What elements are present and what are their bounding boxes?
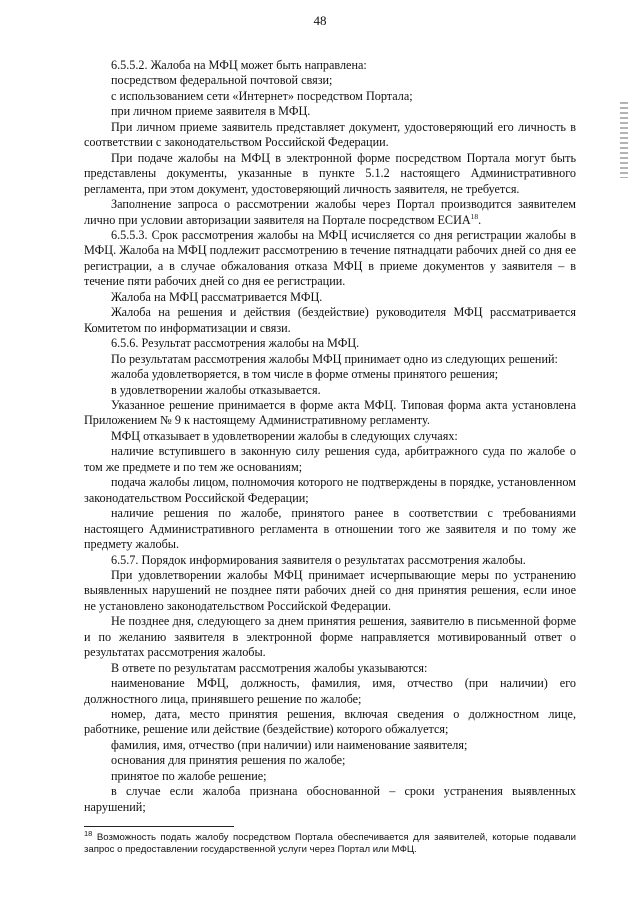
paragraph: По результатам рассмотрения жалобы МФЦ принимает одно из следующих решений: [111,351,558,366]
paragraph: в случае если жалоба признана обоснованной – сроки устранения выявленных нарушений; [84,784,576,814]
paragraph: посредством федеральной почтовой связи; [111,73,333,88]
footnote-text: Возможность подать жалобу посредством Портала обеспечивается для заявителей, которые подавали запрос о предоставлении государственной услуги через Портал или МФЦ. [84,832,576,856]
document-body [84,58,576,815]
paragraph: Не позднее дня, следующего за днем принятия решения, заявителю в письменной форме и по желанию заявителя в электронной форме направляется мотивированный ответ о результатах рассмотрения жалобы. [84,614,576,660]
paragraph: основания для принятия решения по жалобе; [111,753,346,768]
paragraph: Жалоба на МФЦ рассматривается МФЦ. [111,289,323,304]
paragraph: наличие вступившего в законную силу решения суда, арбитражного суда по жалобе о том же предмете и по тем же основаниям; [84,444,576,474]
paragraph: принятое по жалобе решение; [111,768,267,783]
paragraph: подача жалобы лицом, полномочия которого не подтверждены в порядке, установленном законодательством Российской Федерации; [84,475,576,505]
paragraph: МФЦ отказывает в удовлетворении жалобы в следующих случаях: [111,428,458,443]
paragraph: Указанное решение принимается в форме акта МФЦ. Типовая форма акта установлена Приложением № 9 к настоящему Административному регламенту. [84,397,576,428]
paragraph: 6.5.5.2. Жалоба на МФЦ может быть направлена: [111,58,367,72]
paragraph: в удовлетворении жалобы отказывается. [111,382,321,397]
paragraph: с использованием сети «Интернет» посредством Портала; [111,88,413,103]
paragraph: при личном приеме заявителя в МФЦ. [111,104,311,119]
margin-stamp-mark [620,102,628,178]
paragraph: Заполнение запроса о рассмотрении жалобы через Портал производится заявителем лично при условии авторизации заявителя на Портале посредством ЕСИА$^{18}$. [84,197,576,227]
paragraph: жалоба удовлетворяется, в том числе в форме отмены принятого решения; [111,367,499,382]
footnote [84,828,576,856]
paragraph: Жалоба на решения и действия (бездействие) руководителя МФЦ рассматривается Комитетом по информатизации и связи. [84,305,576,335]
paragraph: 6.5.5.3. Срок рассмотрения жалобы на МФЦ исчисляется со дня регистрации жалобы в МФЦ. Жалоба на МФЦ подлежит рассмотрению в течение пятнадцати рабочих дней со дня ее регистрации, а в случае обжалования отказа МФЦ в приеме документов у заявителя – в течение пяти рабочих дней со дня ее регистрации. [84,227,576,289]
paragraph: При личном приеме заявитель представляет документ, удостоверяющий его личность в соответствии с законодательством Российской Федерации. [84,119,576,150]
paragraph: наличие решения по жалобе, принятого ранее в соответствии с требованиями настоящего Административного регламента в отношении того же заявителя и по тому же предмету жалобы. [84,506,576,552]
paragraph: номер, дата, место принятия решения, включая сведения о должностном лице, работнике, решение или действие (бездействие) которого обжалуется; [84,707,576,737]
paragraph: При удовлетворении жалобы МФЦ принимает исчерпывающие меры по устранению выявленных нарушений не позднее пяти рабочих дней со дня принятия решения, если иное не установлено законодательством Российской Федерации. [84,567,576,613]
paragraph: В ответе по результатам рассмотрения жалобы указываются: [111,660,428,675]
paragraph: 6.5.6. Результат рассмотрения жалобы на МФЦ. [111,336,360,351]
page-number: 48 [313,13,327,28]
paragraph: 6.5.7. Порядок информирования заявителя о результатах рассмотрения жалобы. [111,552,526,567]
paragraph: При подаче жалобы на МФЦ в электронной форме посредством Портала могут быть представлены документы, указанные в пункте 5.1.2 настоящего Административного регламента, при этом документ, удостоверяющий личность заявителя, не требуется. [84,150,576,196]
footnote-marker: 18 [84,828,93,838]
paragraph: наименование МФЦ, должность, фамилия, имя, отчество (при наличии) его должностного лица, принявшего решение по жалобе; [84,676,576,706]
paragraph: фамилия, имя, отчество (при наличии) или наименование заявителя; [111,737,468,752]
footnote-ref: 18 [470,211,479,221]
footnote-separator [84,826,234,827]
